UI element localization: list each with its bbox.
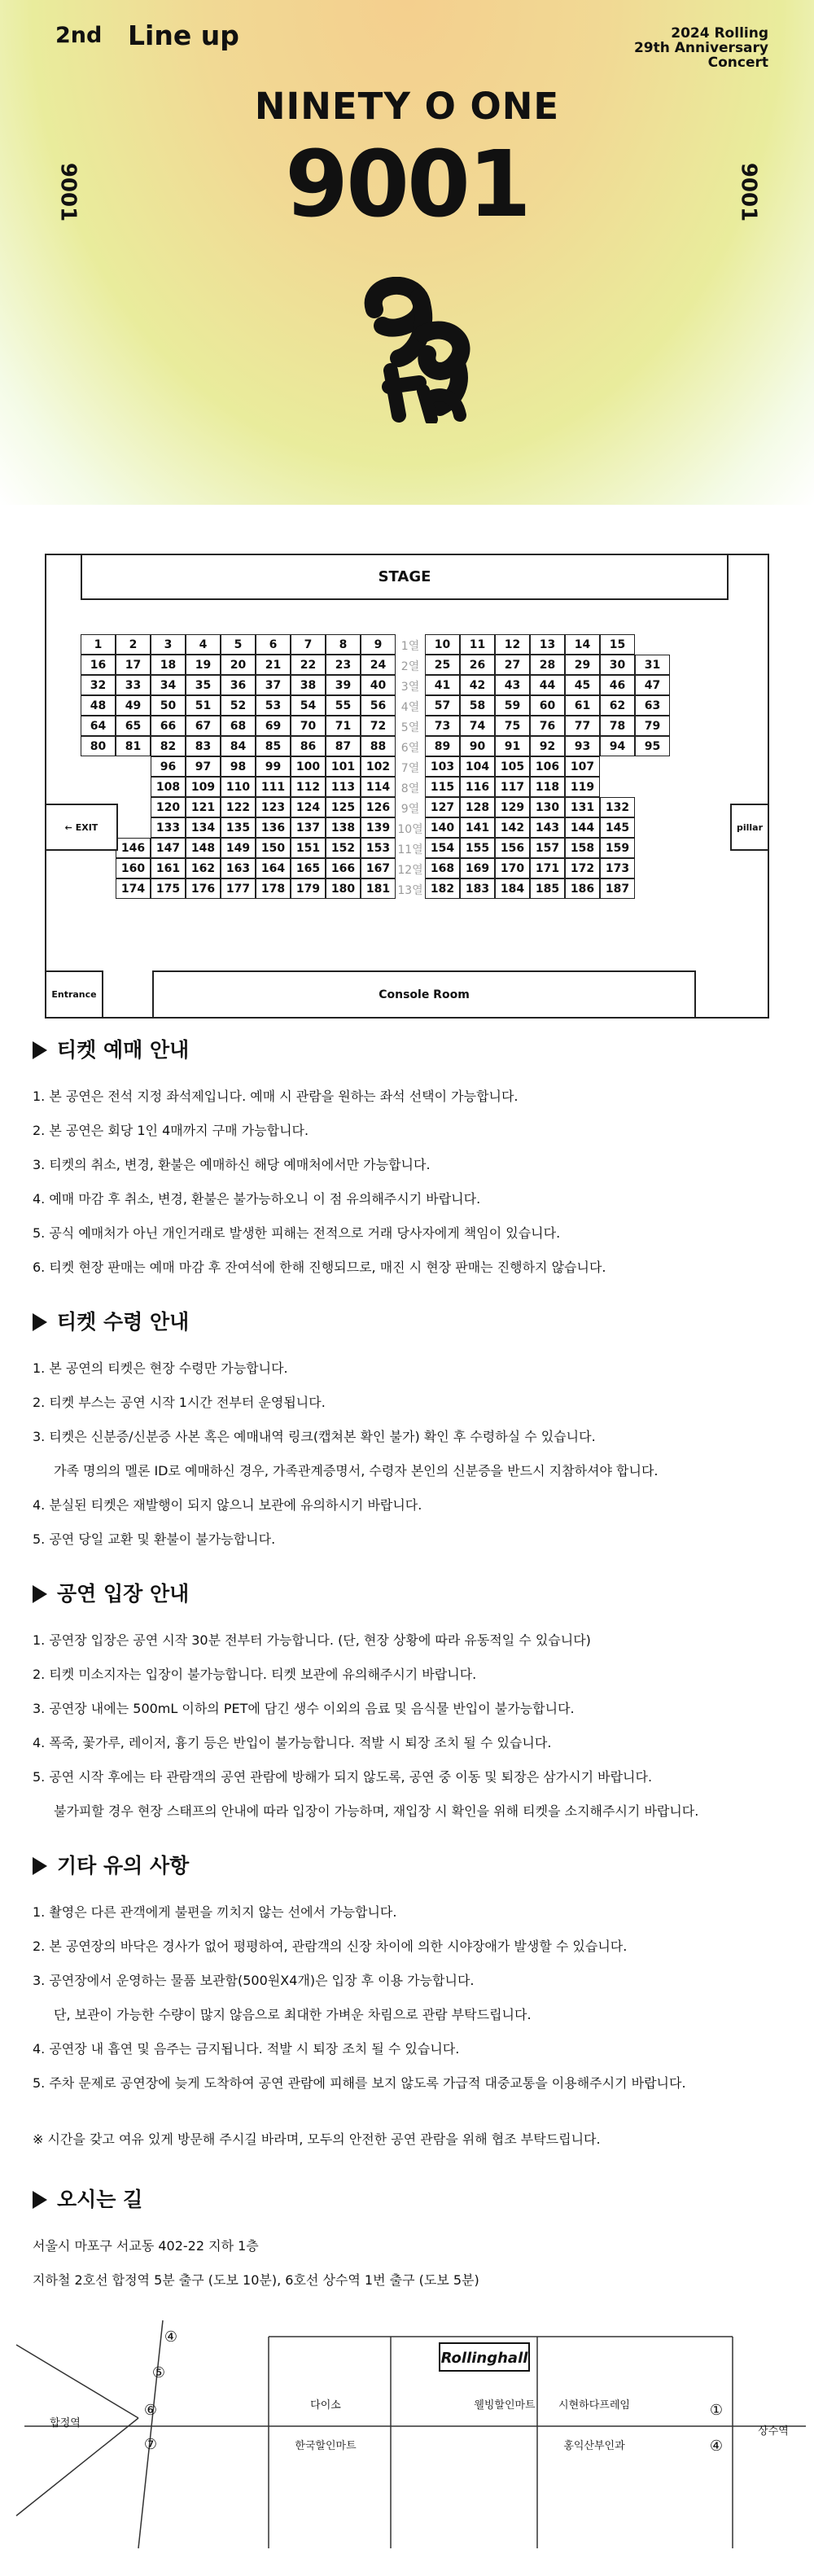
seat: 134 <box>186 817 221 838</box>
row-label: 11열 <box>397 843 423 856</box>
seat: 69 <box>256 716 291 736</box>
directions-section <box>33 2185 798 2298</box>
seat: 136 <box>256 817 291 838</box>
subway-text: 지하철 2호선 합정역 5분 출구 (도보 10분), 6호선 상수역 1번 출구 (도보 5분) <box>33 2272 479 2288</box>
seat: 55 <box>326 695 361 716</box>
seat: 146 <box>116 838 151 858</box>
seat: 19 <box>186 655 221 675</box>
seat: 174 <box>116 878 151 899</box>
seat: 182 <box>425 878 460 899</box>
seat: 122 <box>221 797 256 817</box>
seat: 80 <box>81 736 116 756</box>
seat: 116 <box>460 777 495 797</box>
seat: 151 <box>291 838 326 858</box>
seat: 101 <box>326 756 361 777</box>
seat: 48 <box>81 695 116 716</box>
seat: 123 <box>256 797 291 817</box>
directions-map <box>0 2304 814 2565</box>
info-item: 3. 공연장에서 운영하는 물품 보관함(500원X4개)은 입장 후 이용 가능합니다. <box>33 1973 475 1988</box>
seat: 152 <box>326 838 361 858</box>
address-text: 서울시 마포구 서교동 402-22 지하 1층 <box>33 2238 259 2254</box>
seat: 38 <box>291 675 326 695</box>
seat: 74 <box>460 716 495 736</box>
seat: 7 <box>291 634 326 655</box>
info-sections <box>33 1036 798 2320</box>
seat: 178 <box>256 878 291 899</box>
side-mark-right <box>729 160 767 225</box>
seat: 92 <box>530 736 565 756</box>
seat: 20 <box>221 655 256 675</box>
seat: 39 <box>326 675 361 695</box>
section-title-text: 오시는 길 <box>57 2188 143 2211</box>
seat: 144 <box>565 817 600 838</box>
info-item: 2. 본 공연은 회당 1인 4매까지 구매 가능합니다. <box>33 1123 309 1138</box>
korea-mart-label: 한국할인마트 <box>295 2440 357 2452</box>
seat: 8 <box>326 634 361 655</box>
seat: 67 <box>186 716 221 736</box>
info-item: 1. 공연장 입장은 공연 시작 30분 전부터 가능합니다. (단, 현장 상황에 따라 유동적일 수 있습니다) <box>33 1632 591 1648</box>
seat: 106 <box>530 756 565 777</box>
seat: 172 <box>565 858 600 878</box>
seat: 60 <box>530 695 565 716</box>
seat: 111 <box>256 777 291 797</box>
seat: 76 <box>530 716 565 736</box>
seat: 180 <box>326 878 361 899</box>
seat: 97 <box>186 756 221 777</box>
seat: 127 <box>425 797 460 817</box>
side-mark-text: 9001 <box>736 162 761 222</box>
seat: 186 <box>565 878 600 899</box>
triangle-icon <box>33 1857 47 1875</box>
row-label: 4열 <box>400 701 420 714</box>
seat: 54 <box>291 695 326 716</box>
hero-banner <box>0 0 814 505</box>
stage: STAGE <box>81 555 729 600</box>
seat: 98 <box>221 756 256 777</box>
exit-marker: ⑦ <box>143 2436 158 2453</box>
exit-marker: ① <box>709 2402 724 2419</box>
seat: 17 <box>116 655 151 675</box>
seat: 91 <box>495 736 530 756</box>
seat: 10 <box>425 634 460 655</box>
seat: 107 <box>565 756 600 777</box>
seat: 12 <box>495 634 530 655</box>
concert-title-line: 2024 Rolling <box>671 25 768 42</box>
seat: 135 <box>221 817 256 838</box>
seat: 163 <box>221 858 256 878</box>
seat: 179 <box>291 878 326 899</box>
seat: 131 <box>565 797 600 817</box>
seat: 15 <box>600 634 635 655</box>
section-title <box>33 1851 798 1881</box>
pillar-box: pillar <box>730 804 769 851</box>
notice-text: ※ 시간을 갖고 여유 있게 방문해 주시길 바라며, 모두의 안전한 공연 관람을 위해 협조 부탁드립니다. <box>33 2131 601 2147</box>
seat: 68 <box>221 716 256 736</box>
info-item: 불가피할 경우 현장 스태프의 안내에 따라 입장이 가능하며, 재입장 시 확인을 위해 티켓을 소지해주시기 바랍니다. <box>54 1803 699 1819</box>
info-item: 2. 본 공연장의 바닥은 경사가 없어 평평하여, 관람객의 신장 차이에 의한 시야장애가 발생할 수 있습니다. <box>33 1939 628 1954</box>
triangle-icon <box>33 2191 47 2209</box>
section-title-text: 티켓 수령 안내 <box>57 1310 190 1334</box>
exit-box: ← EXIT <box>45 804 118 851</box>
seat: 167 <box>361 858 396 878</box>
seat: 156 <box>495 838 530 858</box>
info-section <box>33 1851 798 2101</box>
seat: 84 <box>221 736 256 756</box>
seat: 56 <box>361 695 396 716</box>
seat: 71 <box>326 716 361 736</box>
seat: 137 <box>291 817 326 838</box>
seat: 141 <box>460 817 495 838</box>
seat: 44 <box>530 675 565 695</box>
anniversary-logo <box>342 277 480 423</box>
seat: 57 <box>425 695 460 716</box>
seat: 50 <box>151 695 186 716</box>
info-item: 단, 보관이 가능한 수량이 많지 않음으로 최대한 가벼운 차림으로 관람 부탁드립니다. <box>54 2007 532 2022</box>
row-label: 7열 <box>400 762 420 775</box>
seat: 161 <box>151 858 186 878</box>
seat: 2 <box>116 634 151 655</box>
seat: 157 <box>530 838 565 858</box>
seat: 31 <box>635 655 670 675</box>
info-item: 2. 티켓 부스는 공연 시작 1시간 전부터 운영됩니다. <box>33 1395 326 1410</box>
seat: 171 <box>530 858 565 878</box>
edition-label: 2nd <box>55 23 103 48</box>
concert-title-line: 29th Anniversary <box>633 40 768 56</box>
seat: 160 <box>116 858 151 878</box>
seat: 165 <box>291 858 326 878</box>
seat: 6 <box>256 634 291 655</box>
seat: 145 <box>600 817 635 838</box>
seat: 155 <box>460 838 495 858</box>
seat: 159 <box>600 838 635 858</box>
info-item: 4. 폭죽, 꽃가루, 레이저, 흉기 등은 반입이 불가능합니다. 적발 시 퇴장 조치 될 수 있습니다. <box>33 1735 552 1750</box>
sections-holder <box>33 1036 798 2101</box>
info-item: 5. 공연 당일 교환 및 환불이 불가능합니다. <box>33 1531 276 1547</box>
section-title <box>33 1308 798 1337</box>
seat: 94 <box>600 736 635 756</box>
exit-marker: ⑥ <box>143 2402 158 2419</box>
row-label: 3열 <box>400 681 420 694</box>
seat: 113 <box>326 777 361 797</box>
seat: 148 <box>186 838 221 858</box>
seat: 42 <box>460 675 495 695</box>
side-mark-left <box>49 160 86 225</box>
seat: 125 <box>326 797 361 817</box>
seat: 24 <box>361 655 396 675</box>
seat: 35 <box>186 675 221 695</box>
seat: 78 <box>600 716 635 736</box>
seat: 149 <box>221 838 256 858</box>
seat: 51 <box>186 695 221 716</box>
seat: 85 <box>256 736 291 756</box>
concert-title-line: Concert <box>707 55 768 71</box>
seat-map <box>45 554 769 1019</box>
seat: 33 <box>116 675 151 695</box>
row-label: 6열 <box>400 742 420 755</box>
seat: 93 <box>565 736 600 756</box>
seat: 166 <box>326 858 361 878</box>
row-label: 12열 <box>397 864 423 877</box>
daiso-label: 다이소 <box>310 2399 341 2412</box>
seat: 102 <box>361 756 396 777</box>
seat: 153 <box>361 838 396 858</box>
side-mark-text: 9001 <box>55 162 81 222</box>
entrance-box: Entrance <box>45 970 103 1019</box>
seat: 21 <box>256 655 291 675</box>
seat: 11 <box>460 634 495 655</box>
seat: 83 <box>186 736 221 756</box>
seat: 45 <box>565 675 600 695</box>
seat: 27 <box>495 655 530 675</box>
seat: 132 <box>600 797 635 817</box>
seat: 59 <box>495 695 530 716</box>
info-item: 1. 본 공연의 티켓은 현장 수령만 가능합니다. <box>33 1360 288 1376</box>
section-title-text: 공연 입장 안내 <box>57 1582 190 1606</box>
seat: 73 <box>425 716 460 736</box>
seat: 183 <box>460 878 495 899</box>
seat: 140 <box>425 817 460 838</box>
info-item: 5. 주차 문제로 공연장에 늦게 도착하여 공연 관람에 피해를 보지 않도록 가급적 대중교통을 이용해주시기 바랍니다. <box>33 2075 686 2091</box>
concert-title <box>634 26 768 70</box>
seat: 177 <box>221 878 256 899</box>
seat: 5 <box>221 634 256 655</box>
road-line <box>16 2418 138 2516</box>
seat: 86 <box>291 736 326 756</box>
exit-marker: ④ <box>164 2328 178 2346</box>
seat: 158 <box>565 838 600 858</box>
seat: 34 <box>151 675 186 695</box>
seat: 112 <box>291 777 326 797</box>
seat: 115 <box>425 777 460 797</box>
seat: 63 <box>635 695 670 716</box>
info-item: 1. 촬영은 다른 관객에게 불편을 끼치지 않는 선에서 가능합니다. <box>33 1904 397 1920</box>
info-item: 1. 본 공연은 전석 지정 좌석제입니다. 예매 시 관람을 원하는 좌석 선택이 가능합니다. <box>33 1089 519 1104</box>
seat: 133 <box>151 817 186 838</box>
seat: 29 <box>565 655 600 675</box>
seat: 117 <box>495 777 530 797</box>
seat: 30 <box>600 655 635 675</box>
seat: 75 <box>495 716 530 736</box>
row-label: 5열 <box>400 721 420 734</box>
seat: 104 <box>460 756 495 777</box>
triangle-icon <box>33 1585 47 1603</box>
row-label: 1열 <box>400 640 420 653</box>
seat: 4 <box>186 634 221 655</box>
seat: 118 <box>530 777 565 797</box>
seat: 169 <box>460 858 495 878</box>
seat: 53 <box>256 695 291 716</box>
seat: 25 <box>425 655 460 675</box>
artist-number: 9001 <box>285 132 529 238</box>
seat: 147 <box>151 838 186 858</box>
road-line <box>138 2320 166 2548</box>
seat: 1 <box>81 634 116 655</box>
info-item: 3. 티켓은 신분증/신분증 사본 혹은 예매내역 링크(캡쳐본 확인 불가) 확인 후 수령하실 수 있습니다. <box>33 1429 596 1444</box>
seat: 79 <box>635 716 670 736</box>
seat: 23 <box>326 655 361 675</box>
seat: 124 <box>291 797 326 817</box>
triangle-icon <box>33 1041 47 1059</box>
seat: 154 <box>425 838 460 858</box>
info-item: 4. 분실된 티켓은 재발행이 되지 않으니 보관에 유의하시기 바랍니다. <box>33 1497 422 1513</box>
seat: 150 <box>256 838 291 858</box>
seat: 96 <box>151 756 186 777</box>
seat: 65 <box>116 716 151 736</box>
seat: 52 <box>221 695 256 716</box>
seat: 14 <box>565 634 600 655</box>
seat: 88 <box>361 736 396 756</box>
seat: 22 <box>291 655 326 675</box>
seat: 139 <box>361 817 396 838</box>
info-item: 3. 티켓의 취소, 변경, 환불은 예매하신 해당 예매처에서만 가능합니다. <box>33 1157 431 1172</box>
lineup-label: Line up <box>128 20 239 51</box>
seat: 16 <box>81 655 116 675</box>
section-title <box>33 1579 798 1609</box>
section-title-text: 티켓 예매 안내 <box>57 1038 190 1062</box>
seat: 114 <box>361 777 396 797</box>
seat: 138 <box>326 817 361 838</box>
seat: 120 <box>151 797 186 817</box>
seat: 26 <box>460 655 495 675</box>
seat: 121 <box>186 797 221 817</box>
wellbeing-mart-label: 웰빙할인마트 <box>474 2399 536 2412</box>
info-section <box>33 1579 798 1829</box>
seat: 110 <box>221 777 256 797</box>
artist-name: NINETY O ONE <box>254 85 560 128</box>
seat: 32 <box>81 675 116 695</box>
seat: 103 <box>425 756 460 777</box>
seat: 142 <box>495 817 530 838</box>
section-title-text: 기타 유의 사항 <box>57 1854 190 1877</box>
info-item: 5. 공식 예매처가 아닌 개인거래로 발생한 피해는 전적으로 거래 당사자에게 책임이 있습니다. <box>33 1225 561 1241</box>
hapjeong-label: 합정역 <box>50 2417 81 2429</box>
seat: 90 <box>460 736 495 756</box>
row-label: 9열 <box>400 803 420 816</box>
seat: 64 <box>81 716 116 736</box>
seat: 168 <box>425 858 460 878</box>
seat: 66 <box>151 716 186 736</box>
seat: 99 <box>256 756 291 777</box>
info-item: 6. 티켓 현장 판매는 예매 마감 후 잔여석에 한해 진행되므로, 매진 시 현장 판매는 진행하지 않습니다. <box>33 1260 606 1275</box>
dental-label: 홍익산부인과 <box>563 2440 625 2452</box>
seat: 173 <box>600 858 635 878</box>
info-section <box>33 1036 798 1285</box>
seat: 100 <box>291 756 326 777</box>
seat: 185 <box>530 878 565 899</box>
seat: 70 <box>291 716 326 736</box>
seat: 49 <box>116 695 151 716</box>
row-label: 13열 <box>397 884 423 897</box>
seat: 3 <box>151 634 186 655</box>
seat: 126 <box>361 797 396 817</box>
triangle-icon <box>33 1313 47 1331</box>
seat: 37 <box>256 675 291 695</box>
info-item: 2. 티켓 미소지자는 입장이 불가능합니다. 티켓 보관에 유의해주시기 바랍니다. <box>33 1667 477 1682</box>
console-room-box: Console Room <box>152 970 696 1019</box>
seat: 9 <box>361 634 396 655</box>
row-label: 2열 <box>400 660 420 673</box>
seat: 95 <box>635 736 670 756</box>
seat: 41 <box>425 675 460 695</box>
seat: 162 <box>186 858 221 878</box>
seat: 89 <box>425 736 460 756</box>
info-item: 5. 공연 시작 후에는 타 관람객의 공연 관람에 방해가 되지 않도록, 공연 중 이동 및 퇴장은 삼가시기 바랍니다. <box>33 1769 653 1785</box>
seat: 143 <box>530 817 565 838</box>
seat: 62 <box>600 695 635 716</box>
info-item: 가족 명의의 멜론 ID로 예매하신 경우, 가족관계증명서, 수령자 본인의 신분증을 반드시 지참하셔야 합니다. <box>54 1463 659 1479</box>
row-label: 8열 <box>400 782 420 795</box>
info-item: 3. 공연장 내에는 500mL 이하의 PET에 담긴 생수 이외의 음료 및 음식물 반입이 불가능합니다. <box>33 1701 575 1716</box>
exit-marker: ⑤ <box>151 2364 166 2381</box>
seat: 47 <box>635 675 670 695</box>
seat: 128 <box>460 797 495 817</box>
seat: 105 <box>495 756 530 777</box>
seat: 82 <box>151 736 186 756</box>
rollinghall-label: Rollinghall <box>440 2350 528 2367</box>
sangsu-label: 상수역 <box>758 2425 789 2438</box>
seat: 46 <box>600 675 635 695</box>
seat: 175 <box>151 878 186 899</box>
info-item: 4. 예매 마감 후 취소, 변경, 환불은 불가능하오니 이 점 유의해주시기 바랍니다. <box>33 1191 481 1207</box>
seat: 87 <box>326 736 361 756</box>
seat: 108 <box>151 777 186 797</box>
seat: 18 <box>151 655 186 675</box>
seat: 109 <box>186 777 221 797</box>
row-label: 10열 <box>397 823 423 836</box>
seat: 129 <box>495 797 530 817</box>
info-item: 4. 공연장 내 흡연 및 음주는 금지됩니다. 적발 시 퇴장 조치 될 수 있습니다. <box>33 2041 460 2057</box>
seat: 119 <box>565 777 600 797</box>
seat: 40 <box>361 675 396 695</box>
seat: 176 <box>186 878 221 899</box>
exit-marker: ④ <box>709 2438 724 2455</box>
seat: 13 <box>530 634 565 655</box>
seat: 164 <box>256 858 291 878</box>
road-line <box>16 2345 138 2418</box>
section-title <box>33 1036 798 1065</box>
seat: 61 <box>565 695 600 716</box>
seat: 130 <box>530 797 565 817</box>
seat: 43 <box>495 675 530 695</box>
seat: 72 <box>361 716 396 736</box>
seat: 28 <box>530 655 565 675</box>
seat: 36 <box>221 675 256 695</box>
seat: 77 <box>565 716 600 736</box>
seat: 184 <box>495 878 530 899</box>
seat: 187 <box>600 878 635 899</box>
seat: 58 <box>460 695 495 716</box>
section-title <box>33 2185 798 2215</box>
seat: 181 <box>361 878 396 899</box>
info-section <box>33 1308 798 1557</box>
seat: 170 <box>495 858 530 878</box>
frame-label: 시현하다프레임 <box>558 2399 630 2412</box>
seat: 81 <box>116 736 151 756</box>
